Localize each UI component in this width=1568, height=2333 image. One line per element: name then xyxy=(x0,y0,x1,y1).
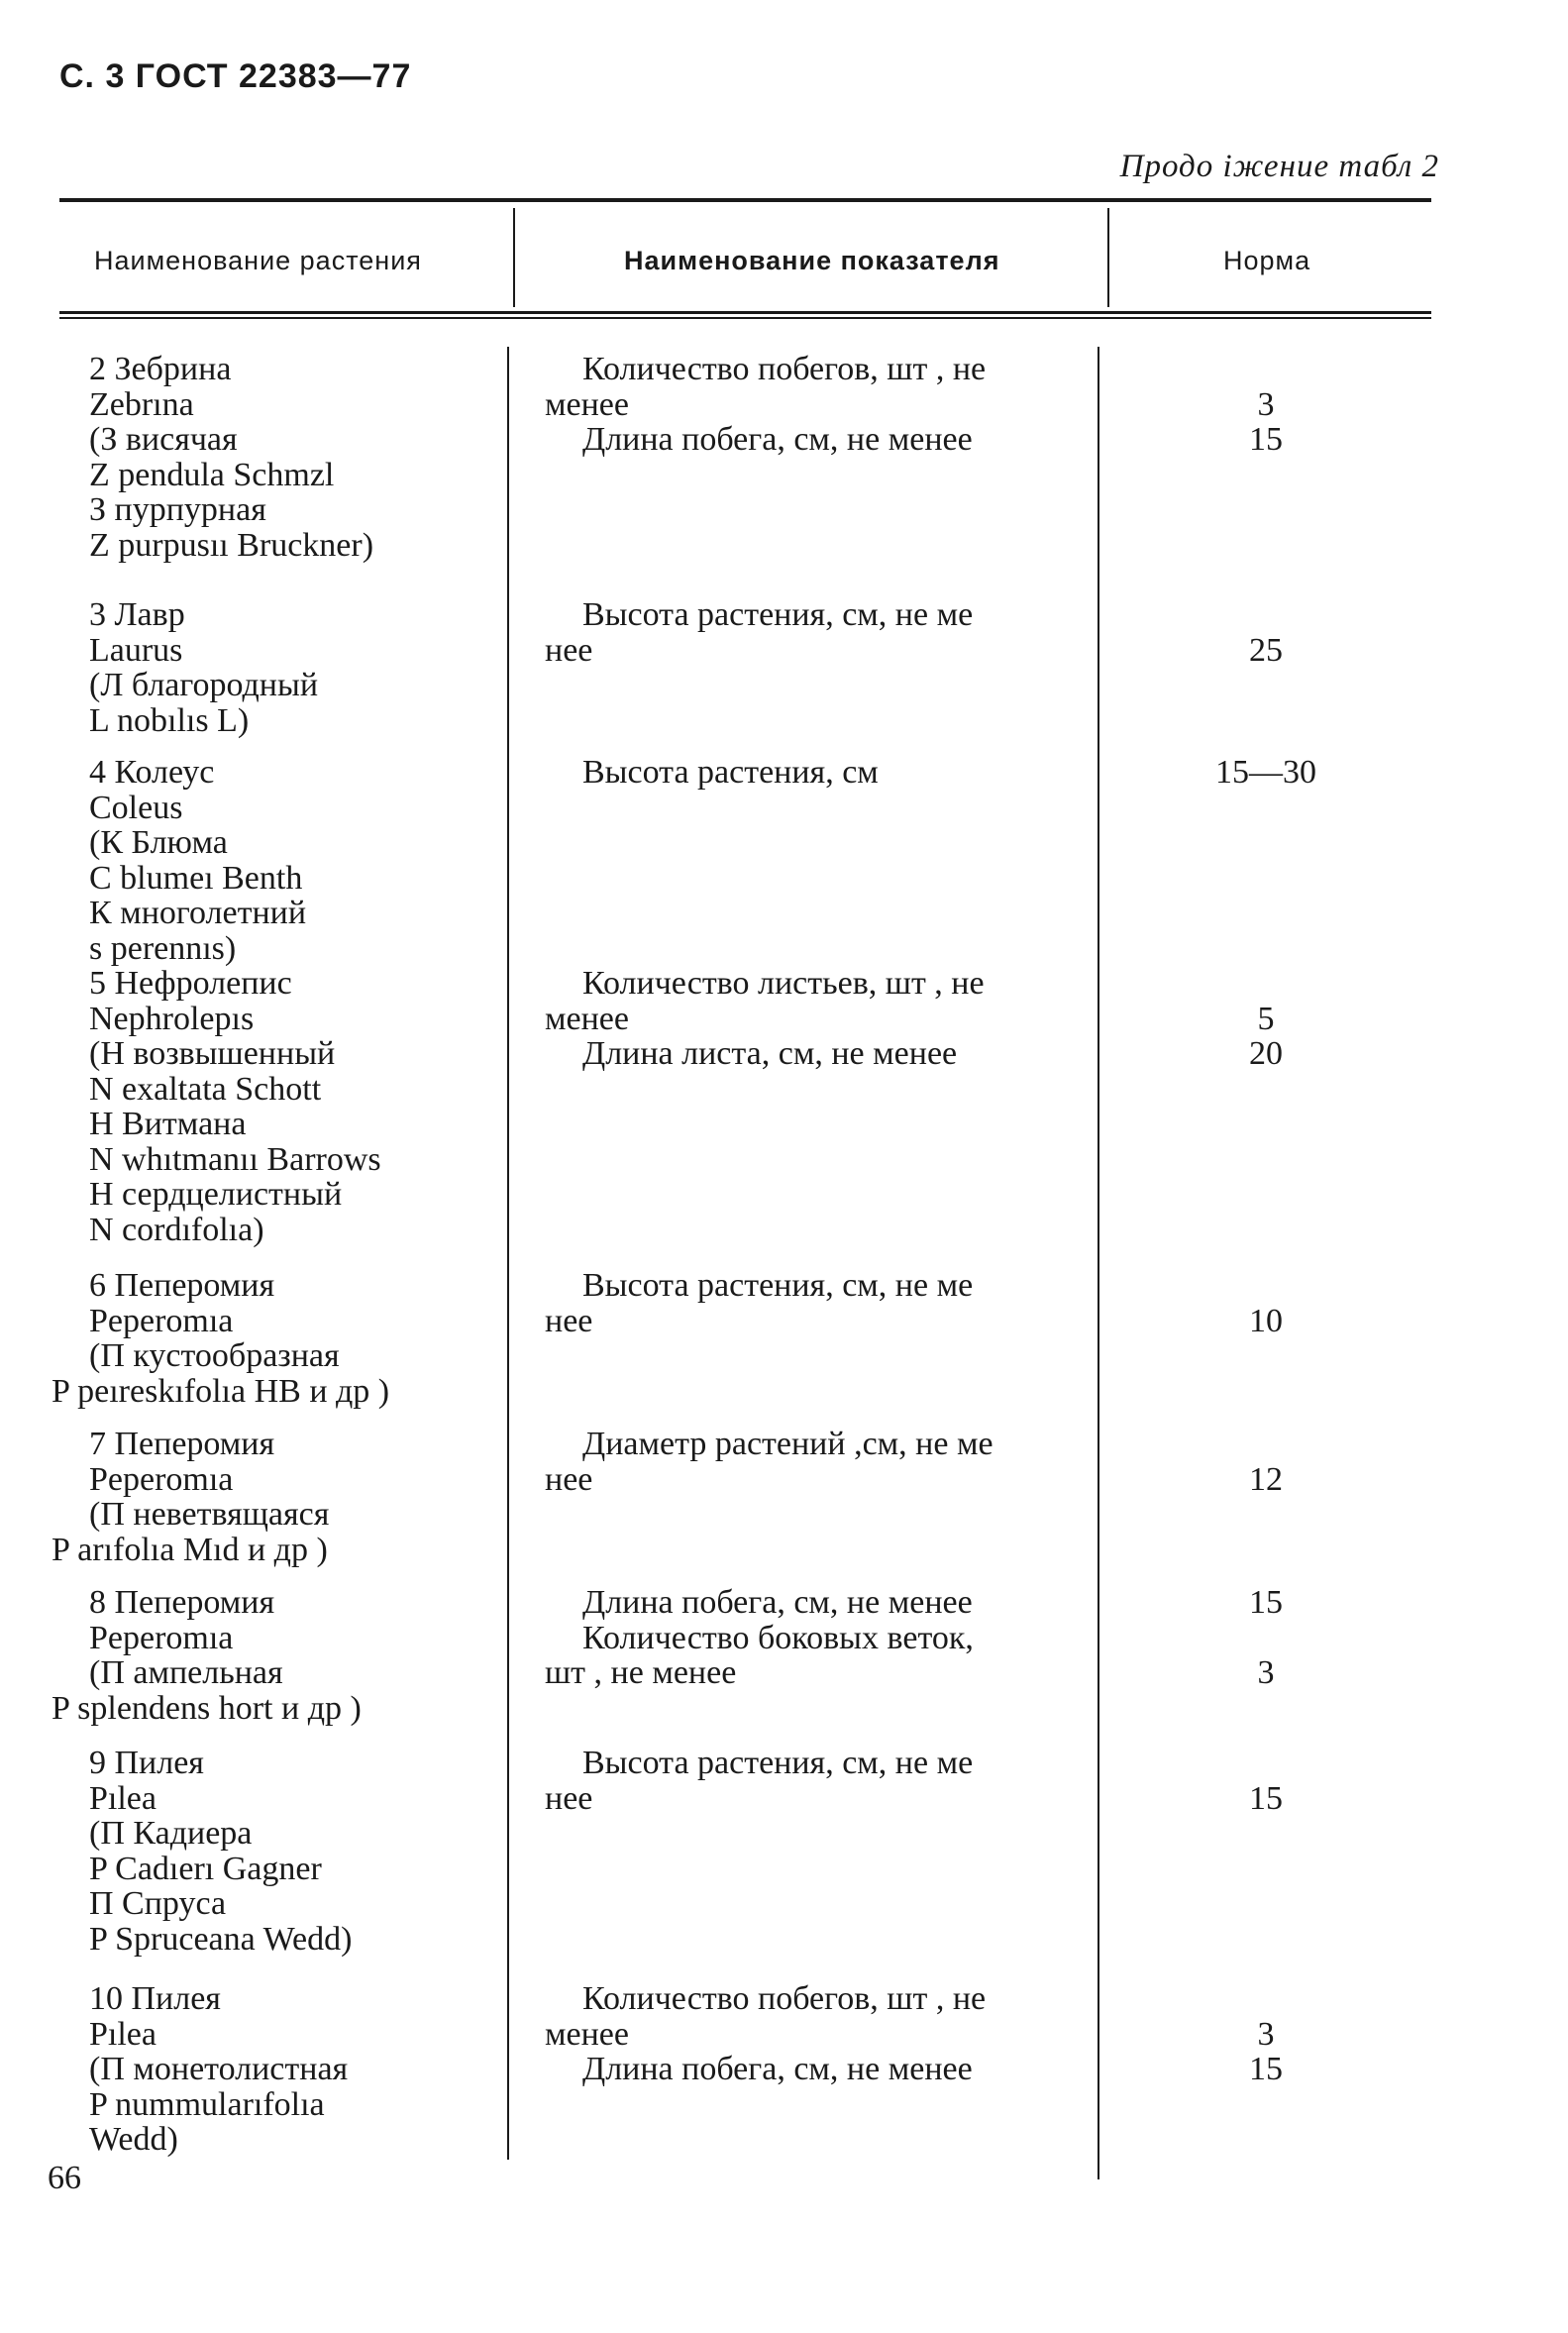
header-separator-1 xyxy=(513,208,515,307)
plant-name-line: 6 Пеперомия xyxy=(89,1267,275,1304)
norm-value: 3 xyxy=(1257,385,1275,423)
plant-name-line: P arıfolıa Mıd и др ) xyxy=(52,1531,328,1568)
plant-name-line: К многолетний xyxy=(89,895,307,931)
plant-name-line: Pılea xyxy=(89,2015,157,2053)
plant-name-line: P Spruceana Wedd) xyxy=(89,1920,353,1958)
plant-name-line: Coleus xyxy=(89,789,183,826)
plant-name-line: P Cadıerı Gagner xyxy=(89,1850,322,1887)
body-separator-2 xyxy=(1098,347,1099,2179)
indicator-line: менее xyxy=(545,2015,629,2053)
plant-name-cell xyxy=(89,597,318,738)
plant-name-line: Peperomıa xyxy=(89,1302,234,1339)
plant-name-line: Peperomıa xyxy=(89,1619,234,1656)
indicator-cell xyxy=(545,1981,1080,2087)
plant-name-line: Pılea xyxy=(89,1779,157,1817)
plant-name-line: Н сердцелистный xyxy=(89,1176,343,1213)
indicator-line: менее xyxy=(545,1000,629,1037)
indicator-cell xyxy=(545,1427,1080,1497)
plant-name-cell xyxy=(89,352,373,563)
indicator-cell xyxy=(545,597,1080,668)
table-top-rule xyxy=(59,198,1431,202)
norm-value: 3 xyxy=(1257,1654,1275,1691)
indicator-line: Количество боковых веток, xyxy=(582,1619,974,1656)
indicator-cell xyxy=(545,755,1080,791)
plant-name-line: Zebrına xyxy=(89,385,194,423)
indicator-line: Количество побегов, шт , не xyxy=(582,1980,987,2017)
norm-value: 20 xyxy=(1249,1035,1283,1072)
plant-name-line: N cordıfolıa) xyxy=(89,1211,264,1248)
plant-name-line: (Н возвышенный xyxy=(89,1035,336,1072)
plant-name-cell xyxy=(89,966,381,1247)
plant-name-line: 10 Пилея xyxy=(89,1980,221,2017)
column-header-plant: Наименование растения xyxy=(94,246,422,275)
column-header-indicator: Наименование показателя xyxy=(624,246,1000,275)
plant-name-line: 7 Пеперомия xyxy=(89,1426,275,1462)
plant-name-line: Z purpusıı Bruckner) xyxy=(89,526,374,564)
plant-name-line: 9 Пилея xyxy=(89,1745,204,1781)
plant-name-line: (К Блюма xyxy=(89,824,228,861)
plant-name-cell xyxy=(89,1981,348,2158)
norm-value: 3 xyxy=(1257,2015,1275,2053)
plant-name-line: C blumeı Benth xyxy=(89,859,303,897)
column-header-norm: Норма xyxy=(1223,246,1311,275)
plant-name-line: N whıtmanıı Barrows xyxy=(89,1140,381,1178)
plant-name-line: Nephrolepıs xyxy=(89,1000,255,1037)
plant-name-line: (П кустообразная xyxy=(89,1337,340,1374)
plant-name-line: З пурпурная xyxy=(89,491,266,528)
plant-name-cell xyxy=(52,1267,390,1410)
norm-value: 5 xyxy=(1257,1000,1275,1037)
header-separator-2 xyxy=(1107,208,1109,307)
indicator-cell xyxy=(545,966,1080,1072)
plant-name-line: Z pendula Schmzl xyxy=(89,456,335,493)
table-header-rule-1 xyxy=(59,311,1431,314)
indicator-line: менее xyxy=(545,385,629,423)
indicator-line: Длина листа, см, не менее xyxy=(582,1035,958,1072)
plant-name-line: Laurus xyxy=(89,631,183,669)
indicator-line: Длина побега, см, не менее xyxy=(582,421,973,458)
indicator-line: Высота растения, см, не ме xyxy=(582,1267,974,1304)
plant-name-line: P splendens hort и др ) xyxy=(52,1689,362,1727)
plant-name-line: N exaltata Schott xyxy=(89,1070,322,1108)
plant-name-line: (П Кадиера xyxy=(89,1815,253,1852)
plant-name-cell xyxy=(52,1426,330,1568)
plant-name-line: (П неветвящаяся xyxy=(89,1496,330,1533)
table-header-rule-2 xyxy=(59,317,1431,319)
indicator-line: Количество листьев, шт , не xyxy=(582,965,985,1002)
indicator-line: Высота растения, см, не ме xyxy=(582,596,974,633)
indicator-line: Количество побегов, шт , не xyxy=(582,351,987,387)
indicator-cell xyxy=(545,352,1080,458)
plant-name-line: П Спруса xyxy=(89,1885,227,1922)
indicator-line: нее xyxy=(545,631,593,669)
norm-value: 15—30 xyxy=(1215,754,1316,791)
plant-name-line: (П ампельная xyxy=(89,1654,283,1691)
indicator-line: нее xyxy=(545,1460,593,1498)
plant-name-line: (Л благородный xyxy=(89,667,319,703)
indicator-line: Диаметр растений ,см, не ме xyxy=(582,1426,993,1462)
plant-name-line: L nobılıs L) xyxy=(89,701,250,739)
plant-name-cell xyxy=(89,1746,352,1957)
indicator-cell xyxy=(545,1746,1080,1816)
plant-name-line: P nummularıfolıa xyxy=(89,2085,325,2123)
body-separator-1 xyxy=(507,347,509,2160)
plant-name-cell xyxy=(52,1584,362,1727)
norm-value: 15 xyxy=(1249,2051,1283,2087)
plant-name-line: 4 Колеус xyxy=(89,754,215,791)
indicator-line: Высота растения, см, не ме xyxy=(582,1745,974,1781)
plant-name-line: Wedd) xyxy=(89,2121,178,2158)
plant-name-line: s perennıs) xyxy=(89,929,237,967)
plant-name-cell xyxy=(89,755,306,966)
indicator-line: нее xyxy=(545,1302,593,1339)
indicator-line: Длина побега, см, не менее xyxy=(582,2051,973,2087)
indicator-line: Высота растения, см xyxy=(582,754,879,791)
plant-name-line: P peıreskıfolıa HB и др ) xyxy=(52,1372,390,1410)
indicator-cell xyxy=(545,1268,1080,1338)
norm-value: 10 xyxy=(1249,1302,1283,1339)
plant-name-line: (З висячая xyxy=(89,421,238,458)
plant-name-line: Peperomıa xyxy=(89,1460,234,1498)
indicator-line: нее xyxy=(545,1779,593,1817)
plant-name-line: (П монетолистная xyxy=(89,2051,349,2087)
norm-value: 15 xyxy=(1249,421,1283,458)
norm-value: 25 xyxy=(1249,631,1283,669)
norm-value: 15 xyxy=(1249,1779,1283,1817)
plant-name-line: 8 Пеперомия xyxy=(89,1584,275,1621)
plant-name-line: Н Витмана xyxy=(89,1106,247,1142)
plant-name-line: 5 Нефролепис xyxy=(89,965,292,1002)
norm-value: 15 xyxy=(1249,1584,1283,1621)
indicator-line: Длина побега, см, не менее xyxy=(582,1584,973,1621)
table-continuation-caption: Продо іжение табл 2 xyxy=(1119,149,1439,184)
norm-value: 12 xyxy=(1249,1460,1283,1498)
indicator-line: шт , не менее xyxy=(545,1654,737,1691)
indicator-cell xyxy=(545,1585,1080,1691)
document-header: С. 3 ГОСТ 22383—77 xyxy=(59,57,412,95)
plant-name-line: 2 Зебрина xyxy=(89,351,232,387)
plant-name-line: 3 Лавр xyxy=(89,596,185,633)
page-number: 66 xyxy=(48,2160,81,2196)
